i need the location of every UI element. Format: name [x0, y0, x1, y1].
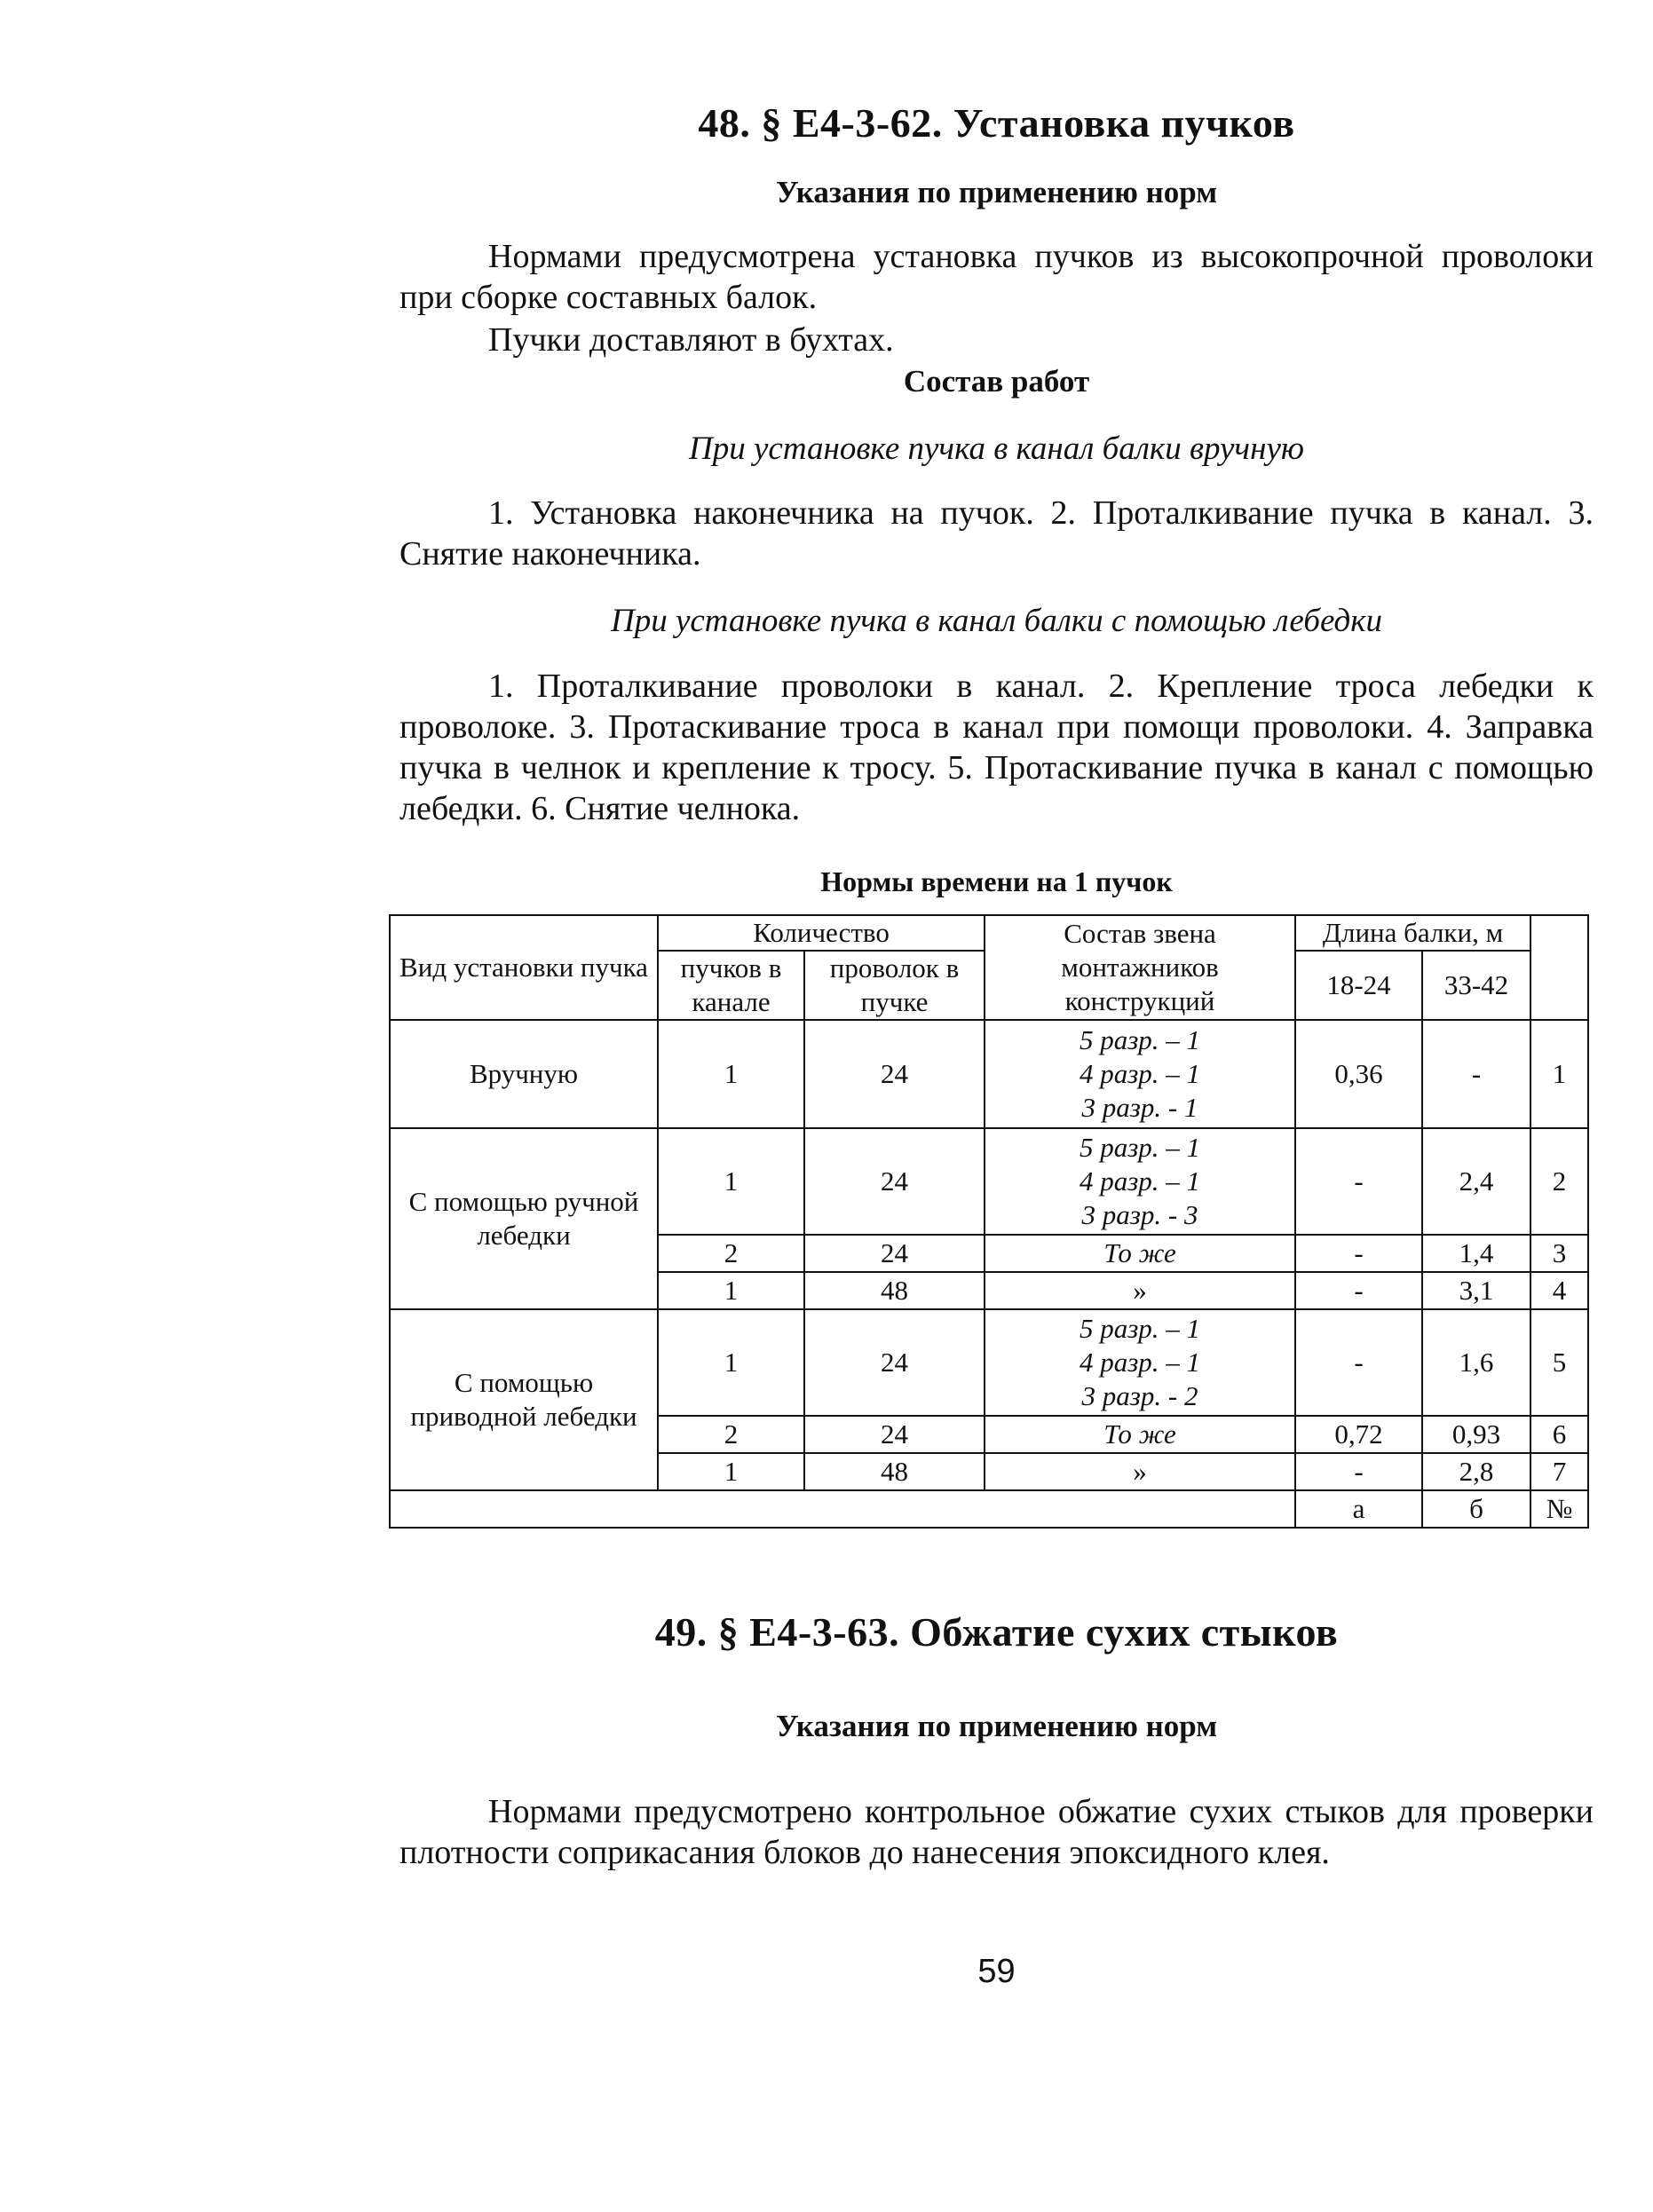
cell-bundles: 1: [658, 1272, 804, 1309]
header-num-blank: [1530, 915, 1588, 1020]
crew-line: 3 разр. - 1: [1081, 1092, 1198, 1123]
cell-len1: -: [1295, 1128, 1422, 1235]
cell-wires: 24: [804, 1020, 985, 1128]
header-wires: проволок в пучке: [804, 951, 985, 1020]
table-row: [390, 1020, 1588, 1128]
cell-bundles: 1: [658, 1020, 804, 1128]
header-len2: 33-42: [1422, 951, 1530, 1020]
cell-wires: 24: [804, 1416, 985, 1453]
crew-line: 4 разр. – 1: [1079, 1058, 1201, 1089]
group-power-winch: С помощью приводной лебедки: [390, 1309, 658, 1490]
footer-b: б: [1422, 1490, 1530, 1528]
cell-crew: То же: [985, 1416, 1295, 1453]
crew-line: 5 разр. – 1: [1079, 1132, 1201, 1163]
crew-line: 4 разр. – 1: [1079, 1347, 1201, 1378]
crew-line: 5 разр. – 1: [1079, 1313, 1201, 1344]
header-length: Длина балки, м: [1295, 915, 1530, 951]
cell-len1: -: [1295, 1453, 1422, 1490]
cell-crew: »: [985, 1272, 1295, 1309]
cell-bundles: 2: [658, 1416, 804, 1453]
cell-num: 1: [1530, 1020, 1588, 1128]
table-caption: Нормы времени на 1 пучок: [820, 865, 1173, 897]
section-48-subtitle: Указания по применению норм: [775, 175, 1218, 209]
header-quantity: Количество: [658, 915, 985, 951]
header-crew: Состав звена монтажников конструкций: [985, 915, 1295, 1020]
cell-num: 7: [1530, 1453, 1588, 1490]
section-48-para-1: Нормами предусмотрена установка пучков из высокопрочной проволоки при сборке составных балок.: [399, 238, 1594, 316]
group-hand-winch: С помощью ручной лебедки: [390, 1128, 658, 1309]
manual-heading: При установке пучка в канал балки вручную: [689, 431, 1304, 467]
cell-len2: 2,4: [1422, 1128, 1530, 1235]
group-manual: Вручную: [390, 1020, 658, 1128]
crew-line: 3 разр. - 3: [1081, 1199, 1198, 1230]
cell-len1: -: [1295, 1309, 1422, 1416]
cell-num: 5: [1530, 1309, 1588, 1416]
work-title: Состав работ: [903, 364, 1090, 399]
section-48-para-2: Пучки доставляют в бухтах.: [488, 321, 894, 359]
cell-len2: 1,4: [1422, 1235, 1530, 1272]
header-len1: 18-24: [1295, 951, 1422, 1020]
manual-steps: 1. Установка наконечника на пучок. 2. Проталкивание пучка в канал. 3. Снятие наконечника.: [399, 494, 1594, 573]
winch-heading: При установке пучка в канал балки с помощью лебедки: [610, 603, 1382, 639]
winch-steps: 1. Проталкивание проволоки в канал. 2. Крепление троса лебедки к проволоке. 3. Протаскивание троса в канал при помощи проволоки. 4. Заправка пучка в челнок и крепление к тросу. 5. Протаскивание пучка в канал с помощью лебедки. 6. Снятие челнока.: [399, 668, 1594, 827]
cell-wires: 24: [804, 1128, 985, 1235]
cell-len1: -: [1295, 1272, 1422, 1309]
cell-crew: [985, 1309, 1295, 1416]
cell-bundles: 1: [658, 1309, 804, 1416]
footer-blank: [390, 1490, 1295, 1528]
cell-crew: [985, 1128, 1295, 1235]
cell-len2: 2,8: [1422, 1453, 1530, 1490]
cell-wires: 48: [804, 1272, 985, 1309]
table-footer-row: [390, 1490, 1588, 1528]
footer-num: №: [1530, 1490, 1588, 1528]
cell-bundles: 1: [658, 1128, 804, 1235]
footer-a: а: [1295, 1490, 1422, 1528]
cell-num: 3: [1530, 1235, 1588, 1272]
table-row: [390, 1128, 1588, 1235]
cell-len2: 0,93: [1422, 1416, 1530, 1453]
cell-num: 4: [1530, 1272, 1588, 1309]
page-number: 59: [977, 1953, 1016, 1990]
cell-wires: 48: [804, 1453, 985, 1490]
cell-len1: 0,72: [1295, 1416, 1422, 1453]
cell-len1: 0,36: [1295, 1020, 1422, 1128]
header-type: Вид установки пучка: [390, 915, 658, 1020]
cell-crew: [985, 1020, 1295, 1128]
section-49-subtitle: Указания по применению норм: [775, 1709, 1218, 1743]
table-row: [390, 1309, 1588, 1416]
crew-line: 4 разр. – 1: [1079, 1165, 1201, 1197]
cell-len1: -: [1295, 1235, 1422, 1272]
cell-wires: 24: [804, 1309, 985, 1416]
section-49-title: 49. § Е4-3-63. Обжатие сухих стыков: [654, 1609, 1339, 1655]
cell-len2: 1,6: [1422, 1309, 1530, 1416]
cell-num: 2: [1530, 1128, 1588, 1235]
cell-len2: 3,1: [1422, 1272, 1530, 1309]
crew-line: 5 разр. – 1: [1079, 1024, 1201, 1055]
cell-bundles: 1: [658, 1453, 804, 1490]
cell-crew: То же: [985, 1235, 1295, 1272]
cell-wires: 24: [804, 1235, 985, 1272]
norms-table: [389, 914, 1589, 1529]
section-49-para-1: Нормами предусмотрено контрольное обжатие сухих стыков для проверки плотности соприкасания блоков до нанесения эпоксидного клея.: [399, 1793, 1594, 1871]
cell-num: 6: [1530, 1416, 1588, 1453]
section-48-title: 48. § Е4-3-62. Установка пучков: [698, 100, 1295, 146]
crew-line: 3 разр. - 2: [1081, 1380, 1198, 1411]
cell-len2: -: [1422, 1020, 1530, 1128]
cell-bundles: 2: [658, 1235, 804, 1272]
cell-crew: »: [985, 1453, 1295, 1490]
header-bundles: пучков в канале: [658, 951, 804, 1020]
